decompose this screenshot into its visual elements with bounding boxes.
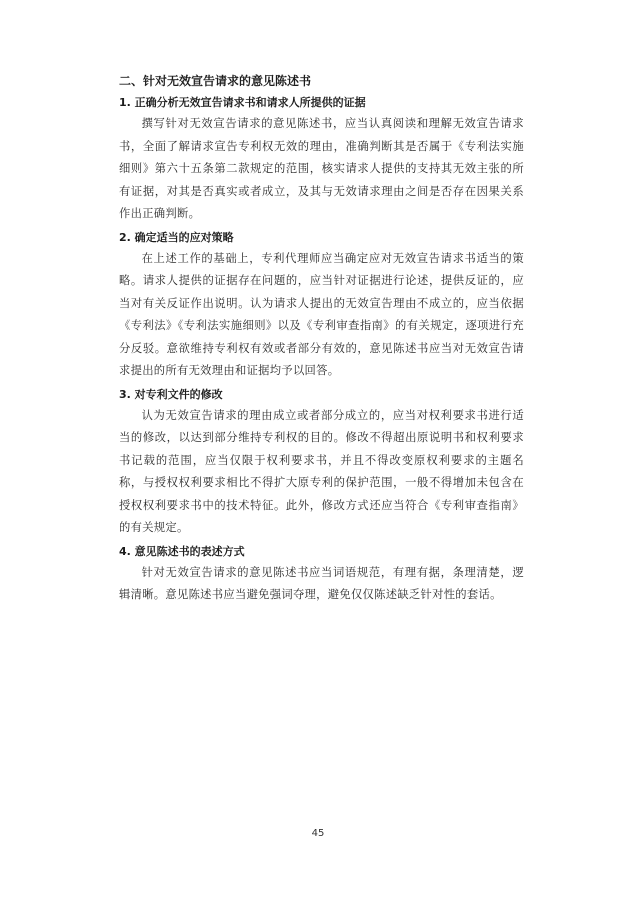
page-content [119,71,524,610]
subsection-title-1: 1. 正确分析无效宣告请求书和请求人所提供的证据 [119,96,366,109]
subsection-paragraph-4: 针对无效宣告请求的意见陈述书应当词语规范，有理有据，条理清楚，逻辑清晰。意见陈述书应当避免强词夺理，避免仅仅陈述缺乏针对性的套话。 [119,565,524,601]
subsection-paragraph-1: 撰写针对无效宣告请求的意见陈述书，应当认真阅读和理解无效宣告请求书，全面了解请求宣告专利权无效的理由，准确判断其是否属于《专利法实施细则》第六十五条第二款规定的范围，核实请求人提供的支持其无效主张的所有证据，对其是否真实或者成立，及其与无效请求理由之间是否存在因果关系作出正确判断。 [119,117,524,220]
page-number: 45 [311,828,325,839]
subsection-title-3: 3. 对专利文件的修改 [119,387,223,401]
section-title: 二、针对无效宣告请求的意见陈述书 [119,74,312,88]
subsection-title-2: 2. 确定适当的应对策略 [119,230,234,244]
subsection-paragraph-3: 认为无效宣告请求的理由成立或者部分成立的，应当对权利要求书进行适当的修改，以达到部分维持专利权的目的。修改不得超出原说明书和权利要求书记载的范围，应当仅限于权利要求书，并且不得改变原权利要求的主题名称，与授权权利要求相比不得扩大原专利的保护范围，一般不得增加未包含在授权权利要求书中的技术特征。此外，修改方式还应当符合《专利审查指南》的有关规定。 [119,408,524,534]
subsection-paragraph-2: 在上述工作的基础上，专利代理师应当确定应对无效宣告请求书适当的策略。请求人提供的证据存在问题的，应当针对证据进行论述，提供反证的，应当对有关反证作出说明。认为请求人提出的无效宣告理由不成立的，应当依据《专利法》《专利法实施细则》以及《专利审查指南》的有关规定，逐项进行充分反驳。意欲维持专利权有效或者部分有效的，意见陈述书应当对无效宣告请求提出的所有无效理由和证据均予以回答。 [119,251,524,377]
subsection-title-4: 4. 意见陈述书的表述方式 [119,544,245,558]
